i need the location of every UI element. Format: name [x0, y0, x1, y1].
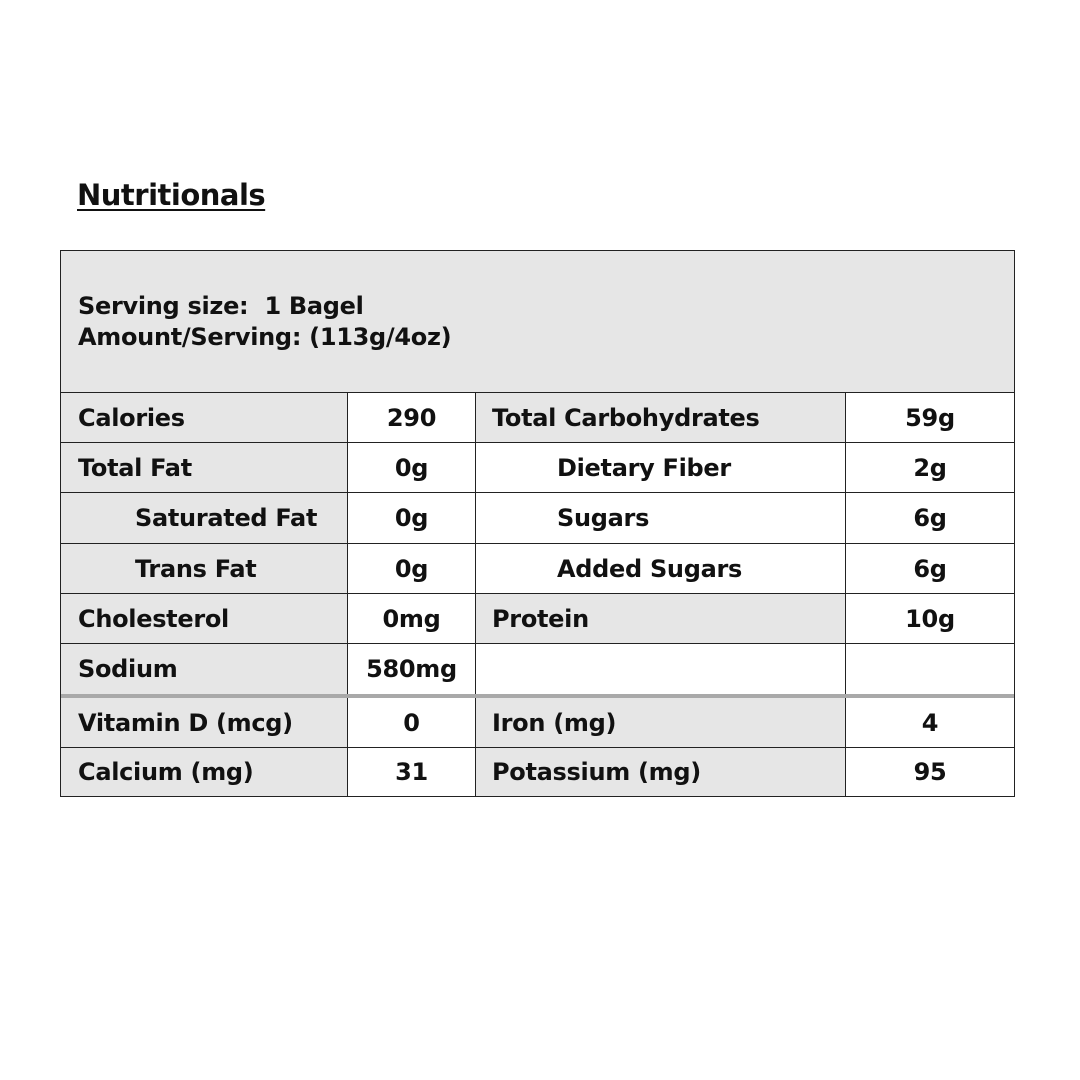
nutrient-value: 10g [846, 594, 1014, 643]
nutrient-label: Calcium (mg) [61, 748, 348, 796]
nutrient-label: Sugars [476, 493, 846, 543]
table-row-calcium [61, 748, 1014, 796]
nutrient-value: 290 [348, 393, 476, 442]
page-title: Nutritionals [77, 178, 266, 212]
nutrient-value: 6g [846, 493, 1014, 543]
table-row-cholesterol [61, 594, 1014, 644]
table-row-vitamin-d [61, 698, 1014, 748]
serving-header [61, 251, 1014, 393]
amount-per-serving-text: Amount/Serving: (113g/4oz) [78, 323, 452, 351]
nutrient-label: Protein [476, 594, 846, 643]
nutrient-value: 31 [348, 748, 476, 796]
nutrient-label: Trans Fat [61, 544, 348, 593]
table-row-total-fat [61, 443, 1014, 493]
nutrient-value: 4 [846, 698, 1014, 747]
nutrient-value: 0g [348, 443, 476, 492]
nutrient-value: 0 [348, 698, 476, 747]
nutrient-label: Saturated Fat [61, 493, 348, 543]
nutrient-label: Sodium [61, 644, 348, 694]
nutrient-label: Dietary Fiber [476, 443, 846, 492]
nutrient-label: Cholesterol [61, 594, 348, 643]
nutrient-value: 0g [348, 544, 476, 593]
empty-cell [846, 644, 1014, 694]
nutrition-table [60, 250, 1015, 797]
nutrient-value: 2g [846, 443, 1014, 492]
table-row-saturated-fat [61, 493, 1014, 544]
nutrient-label: Potassium (mg) [476, 748, 846, 796]
nutrient-value: 0g [348, 493, 476, 543]
nutrient-label: Calories [61, 393, 348, 442]
nutrient-value: 580mg [348, 644, 476, 694]
nutrient-label: Iron (mg) [476, 698, 846, 747]
nutrient-value: 59g [846, 393, 1014, 442]
serving-size-text: Serving size: 1 Bagel [78, 292, 364, 320]
nutrient-label: Total Fat [61, 443, 348, 492]
nutrient-value: 0mg [348, 594, 476, 643]
empty-cell [476, 644, 846, 694]
nutrient-label: Added Sugars [476, 544, 846, 593]
nutrient-value: 95 [846, 748, 1014, 796]
table-row-sodium [61, 644, 1014, 698]
table-row-trans-fat [61, 544, 1014, 594]
nutrient-value: 6g [846, 544, 1014, 593]
nutrient-label: Vitamin D (mcg) [61, 698, 348, 747]
nutrient-label: Total Carbohydrates [476, 393, 846, 442]
table-row-calories [61, 393, 1014, 443]
